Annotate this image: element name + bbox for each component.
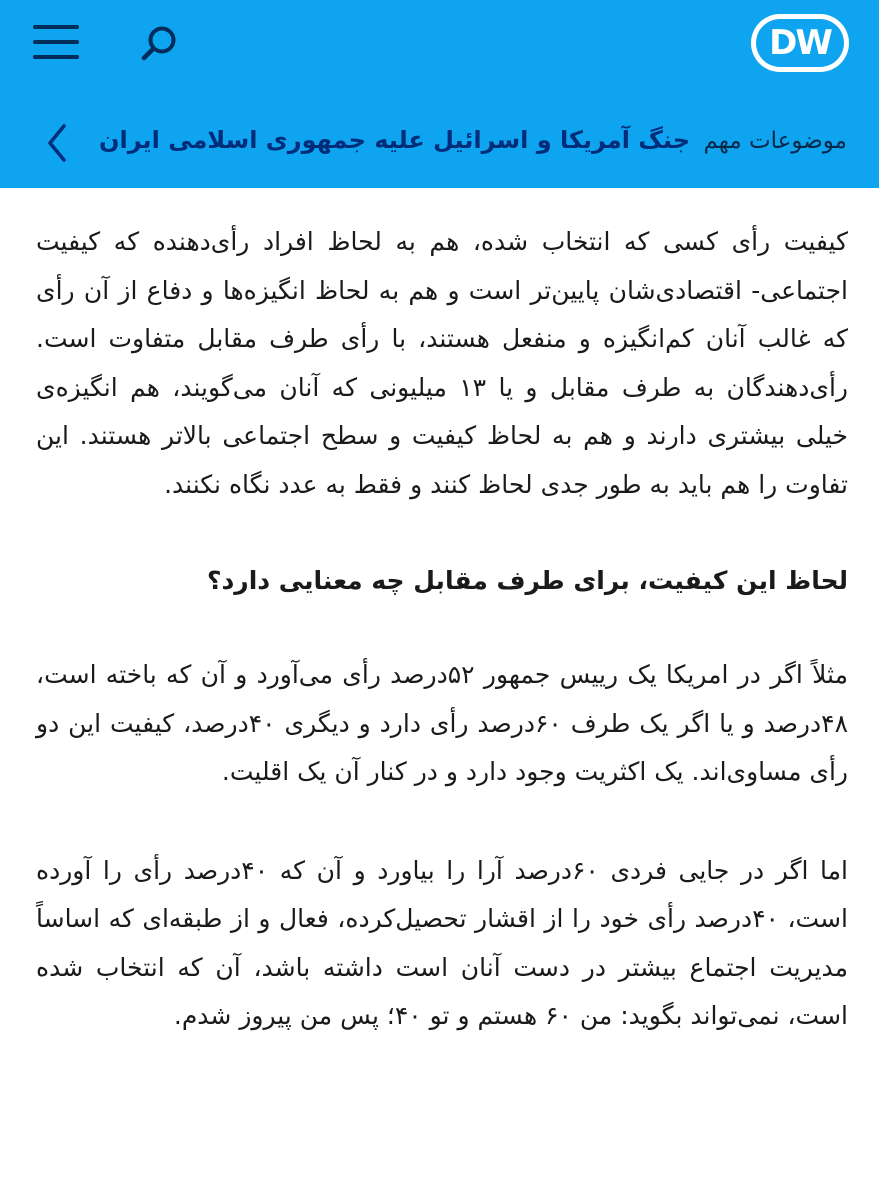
article-paragraph: کیفیت رأی کسی که انتخاب شده، هم به لحاظ افراد رأی‌دهنده که کیفیت اجتماعی- اقتصادی‌شان پایین‌تر است و هم به لحاظ انگیزه‌ها و دفاع از آن رأی که غالب آنان کم‌انگیزه و منفعل هستند، با رأی طرف مقابل متفاوت است. رأی‌دهندگان به طرف مقابل و یا ۱۳ میلیونی که آنان می‌گویند، هم انگیزه‌ی خیلی بیشتری دارند و هم به لحاظ کیفیت و سطح اجتماعی بالاتر هستند. این تفاوت را هم باید به طور جدی لحاظ کنند و فقط به عدد نگاه نکنند. bbox=[36, 227, 849, 499]
article-paragraph: اما اگر در جایی فردی ۶۰درصد آرا را بیاورد و آن که ۴۰درصد رأی را آورده است، ۴۰درصد رأی خود را از اقشار تحصیل‌کرده، فعال و از طبقه‌ای که اساساً مدیریت اجتماع بیشتر در دست آنان است داشته باشد، آن که انتخاب شده است، نمی‌تواند بگوید: من ۶۰ هستم و تو ۴۰؛ پس من پیروز شدم. bbox=[36, 855, 848, 1030]
search-icon[interactable] bbox=[136, 20, 184, 68]
chevron-left-icon[interactable] bbox=[42, 122, 72, 164]
topics-bar bbox=[0, 110, 879, 176]
menu-bar bbox=[33, 25, 79, 29]
article-body bbox=[36, 218, 848, 1091]
topic-link[interactable]: جنگ آمریکا و اسرائیل علیه جمهوری اسلامی ایران bbox=[99, 126, 690, 154]
article-paragraph: مثلاً اگر در امریکا یک رییس جمهور ۵۲درصد رأی می‌آورد و آن که باخته است، ۴۸درصد و یا اگر یک طرف ۶۰درصد رأی دارد و دیگری ۴۰درصد، کیفیت این دو رأی مساوی‌اند. یک اکثریت وجود دارد و در کنار آن یک اقلیت. bbox=[36, 660, 848, 786]
logo-text: DW bbox=[756, 19, 844, 67]
topics-label: موضوعات مهم bbox=[703, 128, 847, 154]
article-subheading: لحاظ این کیفیت، برای طرف مقابل چه معنایی دارد؟ bbox=[206, 566, 848, 595]
dw-logo[interactable] bbox=[751, 14, 849, 72]
menu-bar bbox=[33, 55, 79, 59]
menu-bar bbox=[33, 40, 79, 44]
hamburger-menu-icon[interactable] bbox=[33, 22, 79, 62]
site-header bbox=[0, 0, 879, 188]
